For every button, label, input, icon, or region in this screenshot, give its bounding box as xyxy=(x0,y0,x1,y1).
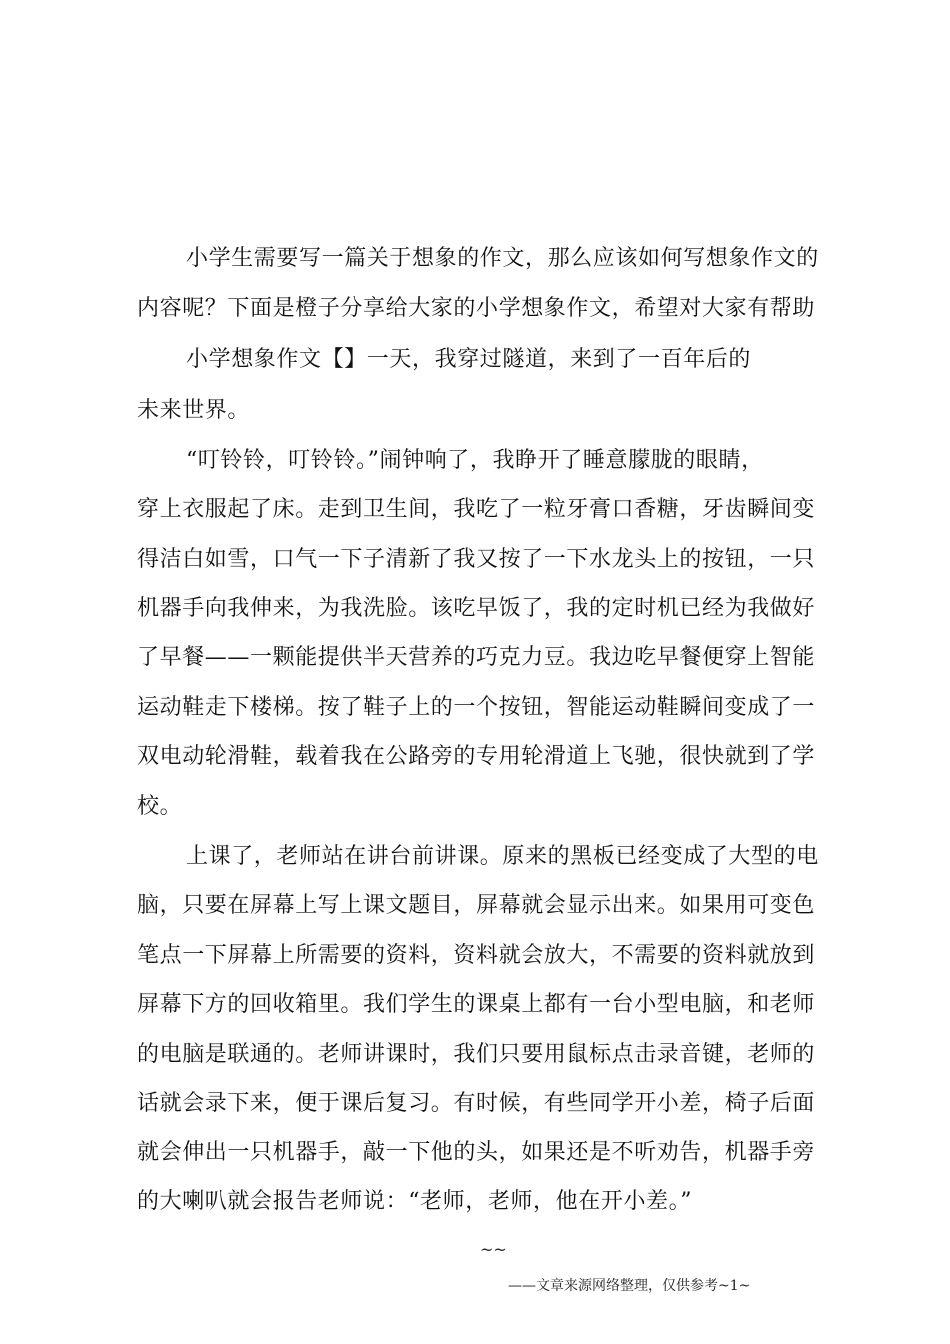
paragraph-4-line-5: 的电脑是联通的。老师讲课时，我们只要用鼠标点击录音键，老师的 xyxy=(137,1042,816,1067)
paragraph-4-line-6: 话就会录下来，便于课后复习。有时候，有些同学开小差，椅子后面 xyxy=(137,1091,816,1116)
paragraph-3-line-2: 穿上衣服起了床。走到卫生间，我吃了一粒牙膏口香糖，牙齿瞬间变 xyxy=(137,497,816,522)
paragraph-4-line-7: 就会伸出一只机器手，敲一下他的头，如果还是不听劝告，机器手旁 xyxy=(137,1140,816,1165)
paragraph-3-line-8: 校。 xyxy=(137,794,183,819)
paragraph-4-line-4: 屏幕下方的回收箱里。我们学生的课桌上都有一台小型电脑，和老师 xyxy=(137,992,816,1017)
paragraph-3-line-1: “叮铃铃，叮铃铃。”闹钟响了，我睁开了睡意朦胧的眼睛， xyxy=(186,448,764,473)
paragraph-3-line-3: 得洁白如雪，口气一下子清新了我又按了一下水龙头上的按钮，一只 xyxy=(137,547,816,572)
paragraph-3-line-4: 机器手向我伸来，为我洗脸。该吃早饭了，我的定时机已经为我做好 xyxy=(137,596,816,621)
footer-mark: ~~ xyxy=(480,1240,507,1259)
paragraph-3-line-7: 双电动轮滑鞋，载着我在公路旁的专用轮滑道上飞驰，很快就到了学 xyxy=(137,744,816,769)
paragraph-2-line-2: 未来世界。 xyxy=(137,398,251,423)
paragraph-4-line-8: 的大喇叭就会报告老师说：“老师，老师，他在开小差。” xyxy=(137,1189,693,1214)
paragraph-2-line-1: 小学想象作文【】一天，我穿过隧道，来到了一百年后的 xyxy=(186,347,752,372)
paragraph-4-line-2: 脑，只要在屏幕上写上课文题目，屏幕就会显示出来。如果用可变色 xyxy=(137,893,816,918)
paragraph-1-line-2: 内容呢？下面是橙子分享给大家的小学想象作文，希望对大家有帮助 xyxy=(137,296,816,321)
paragraph-3-line-6: 运动鞋走下楼梯。按了鞋子上的一个按钮，智能运动鞋瞬间变成了一 xyxy=(137,695,816,720)
footer-source-note: ——文章来源网络整理，仅供参考~1~ xyxy=(508,1278,751,1294)
paragraph-3-line-5: 了早餐——一颗能提供半天营养的巧克力豆。我边吃早餐便穿上智能 xyxy=(137,645,816,670)
paragraph-1-line-1: 小学生需要写一篇关于想象的作文，那么应该如何写想象作文的 xyxy=(186,246,819,271)
paragraph-4-line-3: 笔点一下屏幕上所需要的资料，资料就会放大，不需要的资料就放到 xyxy=(137,943,816,968)
paragraph-4-line-1: 上课了，老师站在讲台前讲课。原来的黑板已经变成了大型的电 xyxy=(186,844,819,869)
